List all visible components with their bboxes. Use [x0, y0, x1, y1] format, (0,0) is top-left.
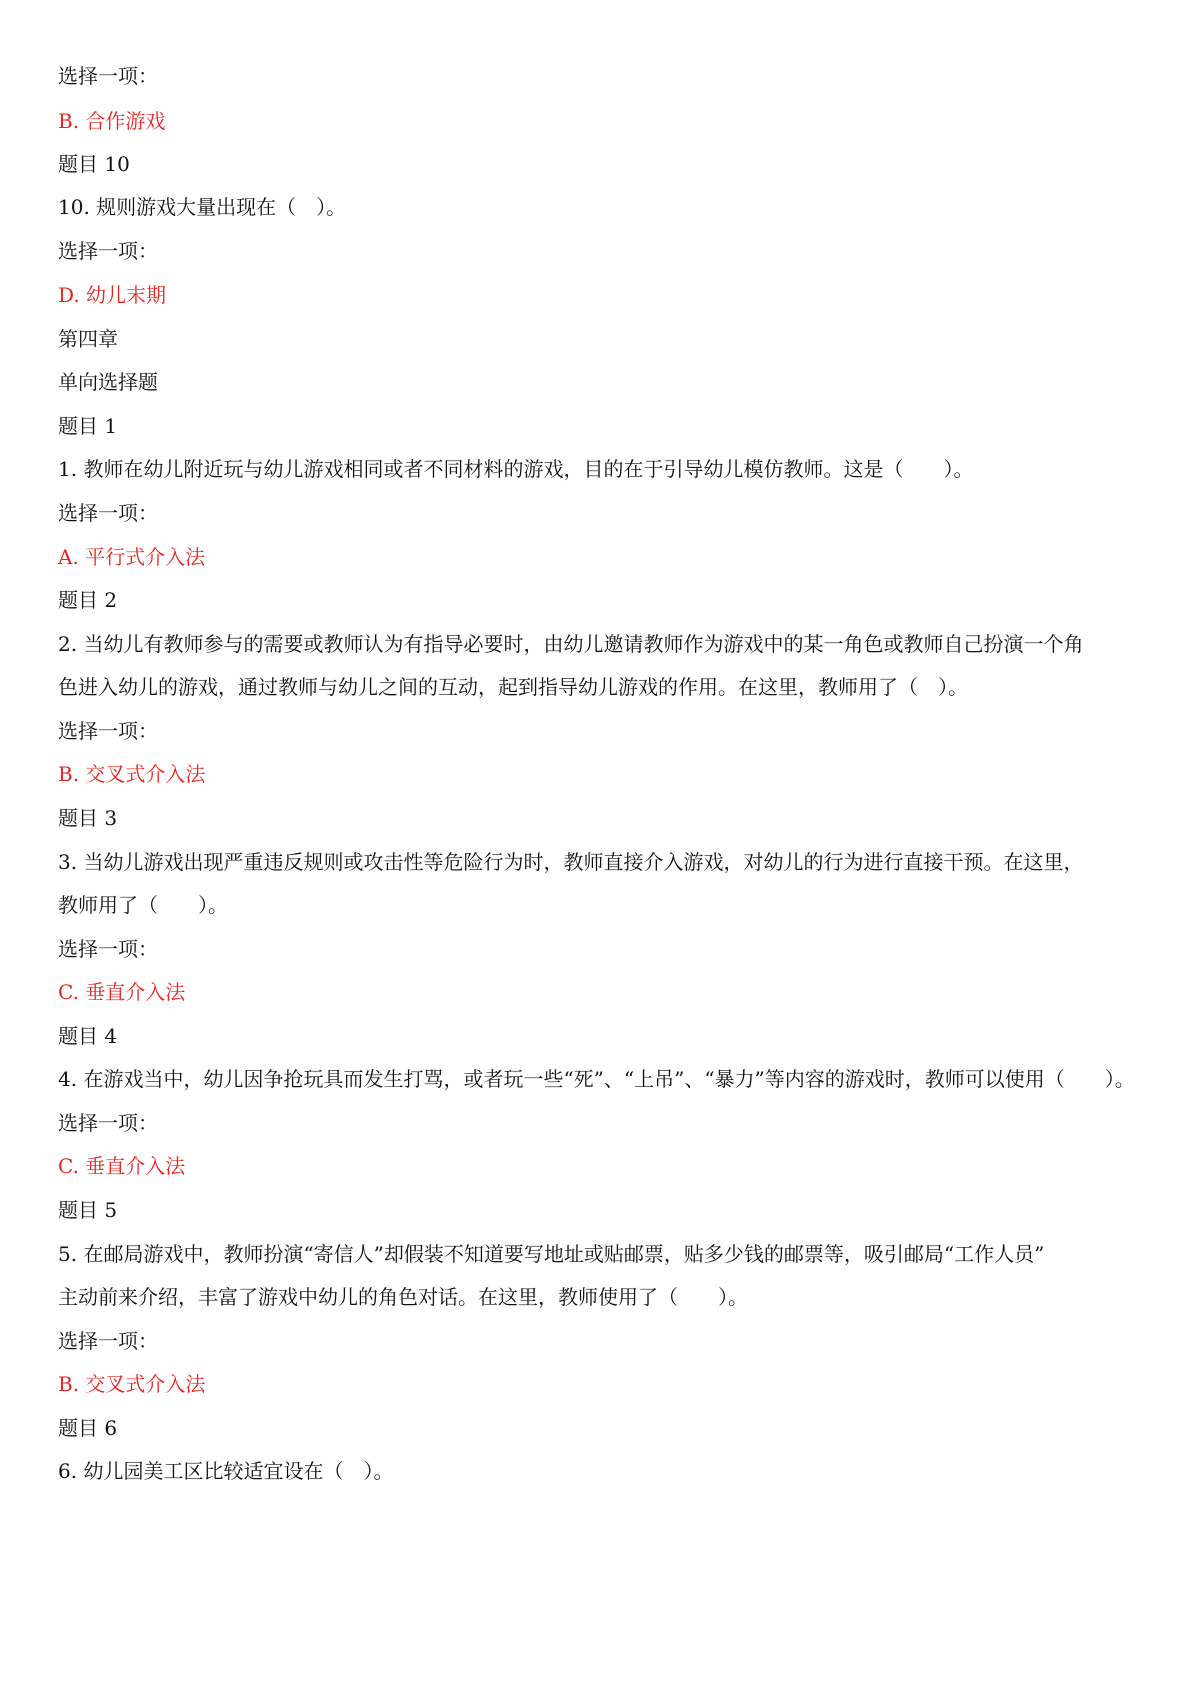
answer-line: B. 交叉式介入法 [58, 1372, 206, 1396]
answer-line: B. 合作游戏 [58, 109, 166, 133]
question-text: 2. 当幼儿有教师参与的需要或教师认为有指导必要时，由幼儿邀请教师作为游戏中的某一角色或教师自己扮演一个角 [58, 632, 1084, 656]
prompt-line: 选择一项： [58, 1111, 158, 1135]
chapter-title: 第四章 [58, 327, 118, 351]
question-heading: 题目 4 [58, 1024, 118, 1048]
section-title: 单向选择题 [58, 370, 158, 394]
question-heading: 题目 3 [58, 806, 118, 830]
question-text: 4. 在游戏当中，幼儿因争抢玩具而发生打骂，或者玩一些“死”、“上吊”、“暴力”等内容的游戏时，教师可以使用（ ）。 [58, 1067, 1135, 1091]
question-heading: 题目 10 [58, 152, 130, 176]
prompt-line: 选择一项： [58, 64, 158, 88]
question-text: 色进入幼儿的游戏，通过教师与幼儿之间的互动，起到指导幼儿游戏的作用。在这里，教师用了（ ）。 [58, 675, 968, 699]
answer-line: C. 垂直介入法 [58, 1154, 186, 1178]
prompt-line: 选择一项： [58, 239, 158, 263]
question-text: 6. 幼儿园美工区比较适宜设在（ ）。 [58, 1459, 394, 1483]
question-text: 3. 当幼儿游戏出现严重违反规则或攻击性等危险行为时，教师直接介入游戏，对幼儿的行为进行直接干预。在这里， [58, 850, 1084, 874]
answer-line: B. 交叉式介入法 [58, 762, 206, 786]
answer-line: D. 幼儿末期 [58, 283, 167, 307]
question-text: 教师用了（ ）。 [58, 893, 228, 917]
question-heading: 题目 2 [58, 588, 118, 612]
question-text: 5. 在邮局游戏中，教师扮演“寄信人”却假装不知道要写地址或贴邮票，贴多少钱的邮票等，吸引邮局“工作人员” [58, 1242, 1045, 1266]
question-heading: 题目 5 [58, 1198, 118, 1222]
question-heading: 题目 1 [58, 414, 118, 438]
question-text: 10. 规则游戏大量出现在（ ）。 [58, 195, 347, 219]
prompt-line: 选择一项： [58, 1329, 158, 1353]
question-text: 主动前来介绍，丰富了游戏中幼儿的角色对话。在这里，教师使用了（ ）。 [58, 1285, 748, 1309]
question-heading: 题目 6 [58, 1416, 118, 1440]
prompt-line: 选择一项： [58, 719, 158, 743]
answer-line: A. 平行式介入法 [58, 545, 206, 569]
answer-line: C. 垂直介入法 [58, 980, 186, 1004]
question-text: 1. 教师在幼儿附近玩与幼儿游戏相同或者不同材料的游戏，目的在于引导幼儿模仿教师。这是（ ）。 [58, 457, 974, 481]
prompt-line: 选择一项： [58, 937, 158, 961]
prompt-line: 选择一项： [58, 501, 158, 525]
